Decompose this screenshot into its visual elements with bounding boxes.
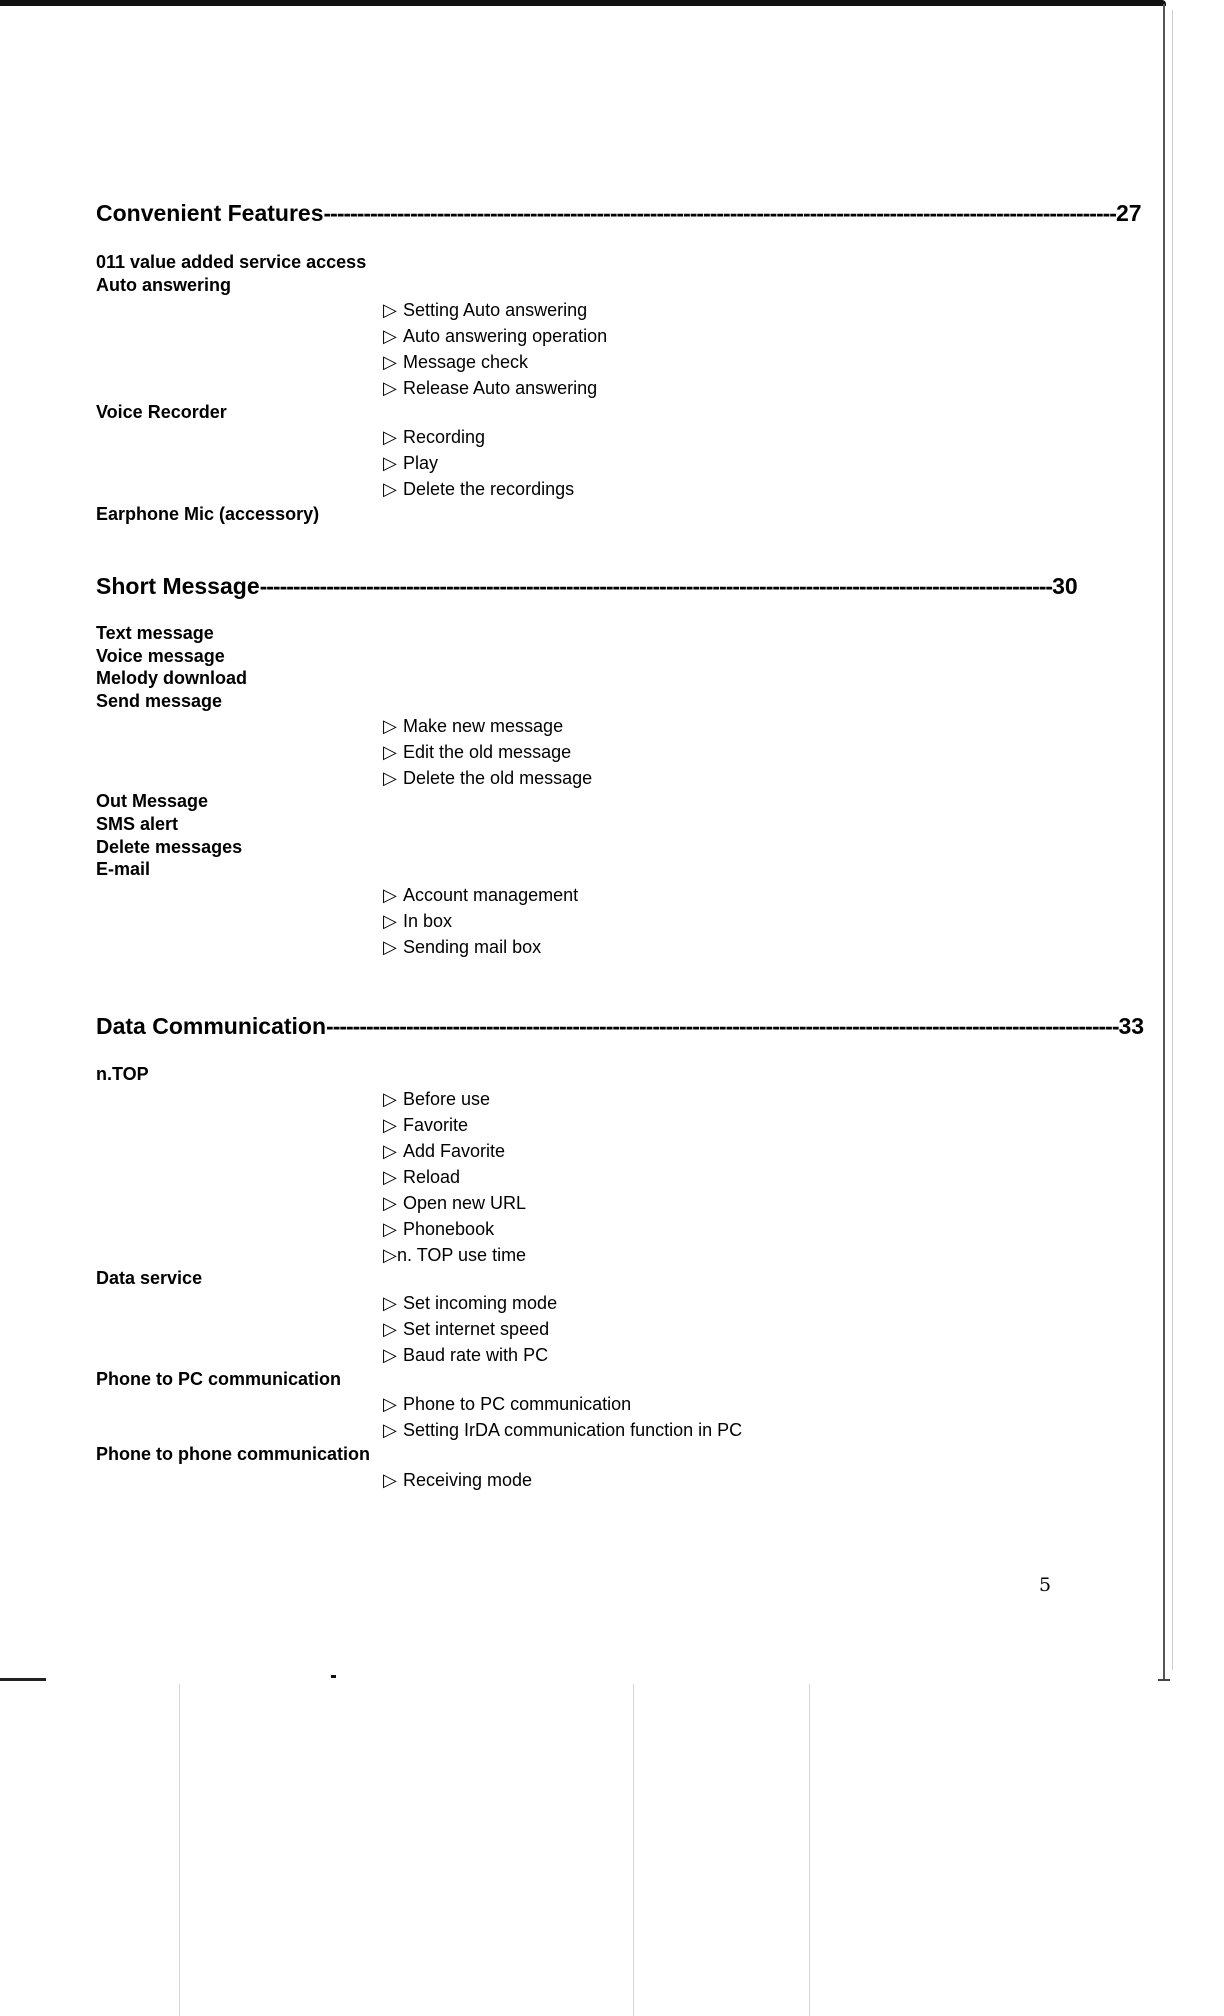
section-heading-convenient-features[interactable] <box>96 200 1142 226</box>
right-border-rule <box>1163 4 1165 1680</box>
dot-leader: ----------------------------------------------------------------------------------------------------------------------- <box>326 1013 1119 1039</box>
triangle-bullet-icon: ▷ <box>383 378 397 398</box>
dot-leader: ----------------------------------------------------------------------------------------------------------------------- <box>259 573 1053 599</box>
triangle-bullet-icon: ▷ <box>383 1420 397 1440</box>
toc-subentry[interactable]: ▷ Phonebook <box>383 1219 495 1239</box>
toc-subentry[interactable]: ▷ Favorite <box>383 1115 469 1135</box>
toc-subentry[interactable]: ▷ Message check <box>383 352 529 372</box>
toc-entry[interactable]: Earphone Mic (accessory) <box>96 504 320 524</box>
toc-entry[interactable]: Voice message <box>96 646 225 666</box>
triangle-bullet-icon: ▷ <box>383 479 397 499</box>
scan-speck <box>331 1675 336 1678</box>
section-page-number: 33 <box>1118 1013 1145 1039</box>
toc-entry[interactable]: E-mail <box>96 859 151 879</box>
triangle-bullet-icon: ▷ <box>383 1293 397 1313</box>
triangle-bullet-icon: ▷ <box>383 1219 397 1239</box>
toc-subentry[interactable]: ▷ Edit the old message <box>383 742 572 762</box>
toc-entry[interactable]: 011 value added service access <box>96 252 367 272</box>
section-title: Convenient Features <box>96 200 324 226</box>
toc-subentry[interactable]: ▷n. TOP use time <box>383 1245 527 1265</box>
section-title: Short Message <box>96 573 260 599</box>
triangle-bullet-icon: ▷ <box>383 1470 397 1490</box>
toc-entry[interactable]: Melody download <box>96 668 247 688</box>
toc-subentry[interactable]: ▷ Setting IrDA communication function in PC <box>383 1420 743 1440</box>
toc-subentry[interactable]: ▷ Account management <box>383 885 579 905</box>
toc-entry[interactable]: SMS alert <box>96 814 179 834</box>
triangle-bullet-icon: ▷ <box>383 911 397 931</box>
triangle-bullet-icon: ▷ <box>383 1193 397 1213</box>
toc-subentry[interactable]: ▷ Add Favorite <box>383 1141 506 1161</box>
toc-entry[interactable]: Voice Recorder <box>96 402 227 422</box>
toc-entry[interactable]: Auto answering <box>96 275 232 295</box>
dot-leader: ----------------------------------------------------------------------------------------------------------------------- <box>323 200 1116 226</box>
triangle-bullet-icon: ▷ <box>383 300 397 320</box>
triangle-bullet-icon: ▷ <box>383 1245 397 1265</box>
section-heading-short-message[interactable] <box>96 573 1078 599</box>
toc-subentry[interactable]: ▷ Auto answering operation <box>383 326 608 346</box>
toc-subentry[interactable]: ▷ Set incoming mode <box>383 1293 558 1313</box>
triangle-bullet-icon: ▷ <box>383 1319 397 1339</box>
scan-artifact-line <box>179 1684 180 2016</box>
toc-subentry[interactable]: ▷ Make new message <box>383 716 564 736</box>
right-border-rule-faint <box>1172 10 1173 1670</box>
toc-entry[interactable]: Phone to PC communication <box>96 1369 342 1389</box>
triangle-bullet-icon: ▷ <box>383 1141 397 1161</box>
triangle-bullet-icon: ▷ <box>383 1394 397 1414</box>
toc-entry[interactable]: Out Message <box>96 791 209 811</box>
toc-subentry[interactable]: ▷ In box <box>383 911 453 931</box>
scan-artifact-line <box>633 1684 634 2016</box>
toc-subentry[interactable]: ▷ Baud rate with PC <box>383 1345 549 1365</box>
toc-subentry[interactable]: ▷ Release Auto answering <box>383 378 598 398</box>
toc-entry[interactable]: Phone to phone communication <box>96 1444 370 1464</box>
triangle-bullet-icon: ▷ <box>383 768 397 788</box>
scan-artifact-line <box>809 1684 810 2016</box>
bottom-left-crop-mark <box>0 1678 46 1681</box>
triangle-bullet-icon: ▷ <box>383 1089 397 1109</box>
toc-subentry[interactable]: ▷ Sending mail box <box>383 937 542 957</box>
toc-subentry[interactable]: ▷ Recording <box>383 427 486 447</box>
toc-entry[interactable]: Text message <box>96 623 214 643</box>
toc-subentry[interactable]: ▷ Setting Auto answering <box>383 300 588 320</box>
triangle-bullet-icon: ▷ <box>383 1167 397 1187</box>
triangle-bullet-icon: ▷ <box>383 1345 397 1365</box>
triangle-bullet-icon: ▷ <box>383 326 397 346</box>
toc-subentry[interactable]: ▷ Delete the old message <box>383 768 593 788</box>
triangle-bullet-icon: ▷ <box>383 885 397 905</box>
triangle-bullet-icon: ▷ <box>383 427 397 447</box>
toc-subentry[interactable]: ▷ Receiving mode <box>383 1470 533 1490</box>
section-heading-data-communication[interactable] <box>96 1013 1145 1039</box>
toc-entry[interactable]: Data service <box>96 1268 203 1288</box>
toc-entry[interactable]: Send message <box>96 691 223 711</box>
section-page-number: 27 <box>1115 200 1142 226</box>
toc-subentry[interactable]: ▷ Set internet speed <box>383 1319 550 1339</box>
page-number: 5 <box>1039 1574 1052 1596</box>
triangle-bullet-icon: ▷ <box>383 453 397 473</box>
toc-subentry[interactable]: ▷ Play <box>383 453 439 473</box>
triangle-bullet-icon: ▷ <box>383 1115 397 1135</box>
triangle-bullet-icon: ▷ <box>383 742 397 762</box>
toc-subentry[interactable]: ▷ Before use <box>383 1089 491 1109</box>
triangle-bullet-icon: ▷ <box>383 716 397 736</box>
triangle-bullet-icon: ▷ <box>383 352 397 372</box>
bottom-right-crop-mark <box>1158 1679 1170 1681</box>
toc-subentry[interactable]: ▷ Reload <box>383 1167 461 1187</box>
section-title: Data Communication <box>96 1013 327 1039</box>
toc-entry[interactable]: n.TOP <box>96 1064 149 1084</box>
toc-subentry[interactable]: ▷ Open new URL <box>383 1193 527 1213</box>
toc-subentry[interactable]: ▷ Delete the recordings <box>383 479 575 499</box>
triangle-bullet-icon: ▷ <box>383 937 397 957</box>
toc-entry[interactable]: Delete messages <box>96 837 243 857</box>
section-page-number: 30 <box>1052 573 1078 599</box>
top-border-rule <box>0 0 1166 6</box>
toc-subentry[interactable]: ▷ Phone to PC communication <box>383 1394 632 1414</box>
